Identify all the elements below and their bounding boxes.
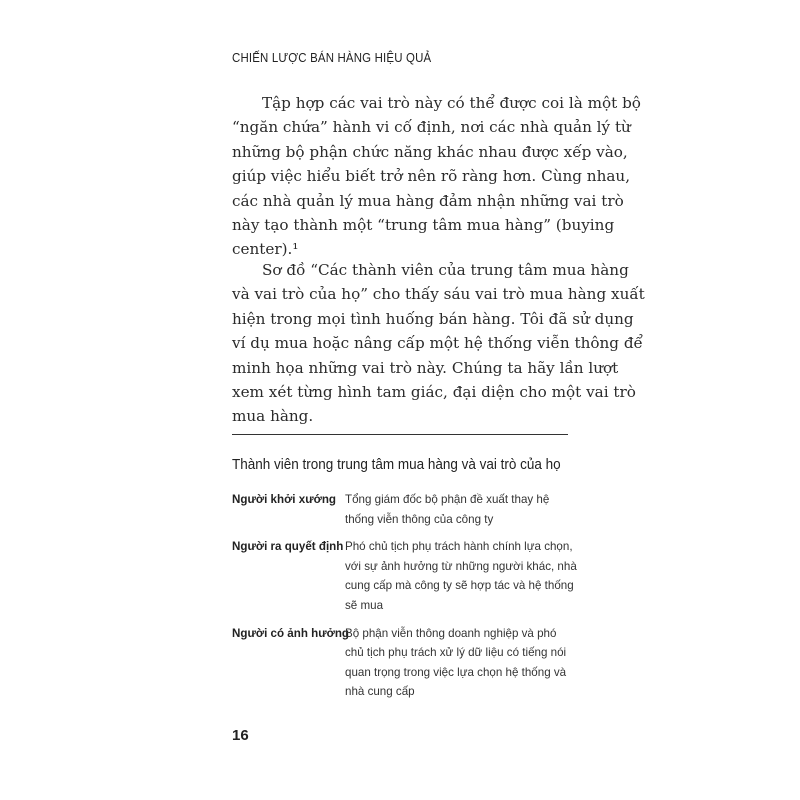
role-description-line: sẽ mua — [345, 598, 384, 612]
paragraph-line: Tập hợp các vai trò này có thể được coi là một bộ — [262, 94, 641, 112]
paragraph-line: hiện trong mọi tình huống bán hàng. Tôi đã sử dụng — [232, 309, 634, 328]
role-description-line: với sự ảnh hưởng từ những người khác, nhà — [345, 559, 577, 573]
paragraph-line: center).¹ — [232, 240, 299, 259]
role-row-initiator — [232, 490, 577, 529]
role-description-line: Phó chủ tịch phụ trách hành chính lựa chọn, — [345, 540, 573, 554]
paragraph-line: và vai trò của họ” cho thấy sáu vai trò mua hàng xuất — [232, 285, 645, 304]
paragraph-line: ví dụ mua hoặc nâng cấp một hệ thống viễn thông để — [232, 334, 643, 353]
paragraph-line: Sơ đồ “Các thành viên của trung tâm mua hàng — [262, 261, 629, 279]
role-description-line: quan trọng trong việc lựa chọn hệ thống và — [345, 665, 567, 679]
role-description — [345, 537, 577, 615]
paragraph-line: những bộ phận chức năng khác nhau được xếp vào, — [232, 142, 628, 161]
role-description-line: Bộ phận viễn thông doanh nghiệp và phó — [345, 626, 557, 640]
running-head: CHIẾN LƯỢC BÁN HÀNG HIỆU QUẢ — [232, 50, 432, 65]
role-description-line: chủ tịch phụ trách xử lý dữ liệu có tiếng nói — [345, 646, 567, 660]
paragraph-line: các nhà quản lý mua hàng đảm nhận những vai trò — [232, 191, 624, 210]
role-row-influencer — [232, 624, 577, 702]
role-description-line: Tổng giám đốc bộ phận đề xuất thay hệ — [345, 493, 550, 506]
role-description — [345, 490, 577, 529]
paragraph-line: minh họa những vai trò này. Chúng ta hãy lần lượt — [232, 358, 619, 377]
role-row-decider — [232, 537, 577, 615]
role-description — [345, 624, 577, 702]
role-description-line: cung cấp mà công ty sẽ hợp tác và hệ thống — [345, 579, 574, 593]
role-name: Người khởi xướng — [232, 493, 336, 506]
page-number: 16 — [232, 727, 249, 744]
paragraph-2 — [232, 258, 645, 429]
paragraph-1 — [232, 91, 641, 262]
paragraph-line: này tạo thành một “trung tâm mua hàng” (buying — [232, 216, 615, 235]
paragraph-line: “ngăn chứa” hành vi cố định, nơi các nhà quản lý từ — [232, 118, 631, 137]
role-name: Người có ảnh hưởng — [232, 626, 350, 640]
role-description-line: thống viễn thông của công ty — [345, 512, 494, 526]
role-name: Người ra quyết định — [232, 540, 344, 554]
paragraph-line: xem xét từng hình tam giác, đại diện cho một vai trò — [232, 383, 636, 402]
role-description-line: nhà cung cấp — [345, 685, 415, 699]
paragraph-line: giúp việc hiểu biết trở nên rõ ràng hơn. Cùng nhau, — [232, 167, 631, 186]
box-title: Thành viên trong trung tâm mua hàng và vai trò của họ — [232, 456, 561, 473]
section-divider — [232, 434, 568, 435]
roles-table — [232, 490, 577, 710]
paragraph-line: mua hàng. — [232, 407, 314, 426]
